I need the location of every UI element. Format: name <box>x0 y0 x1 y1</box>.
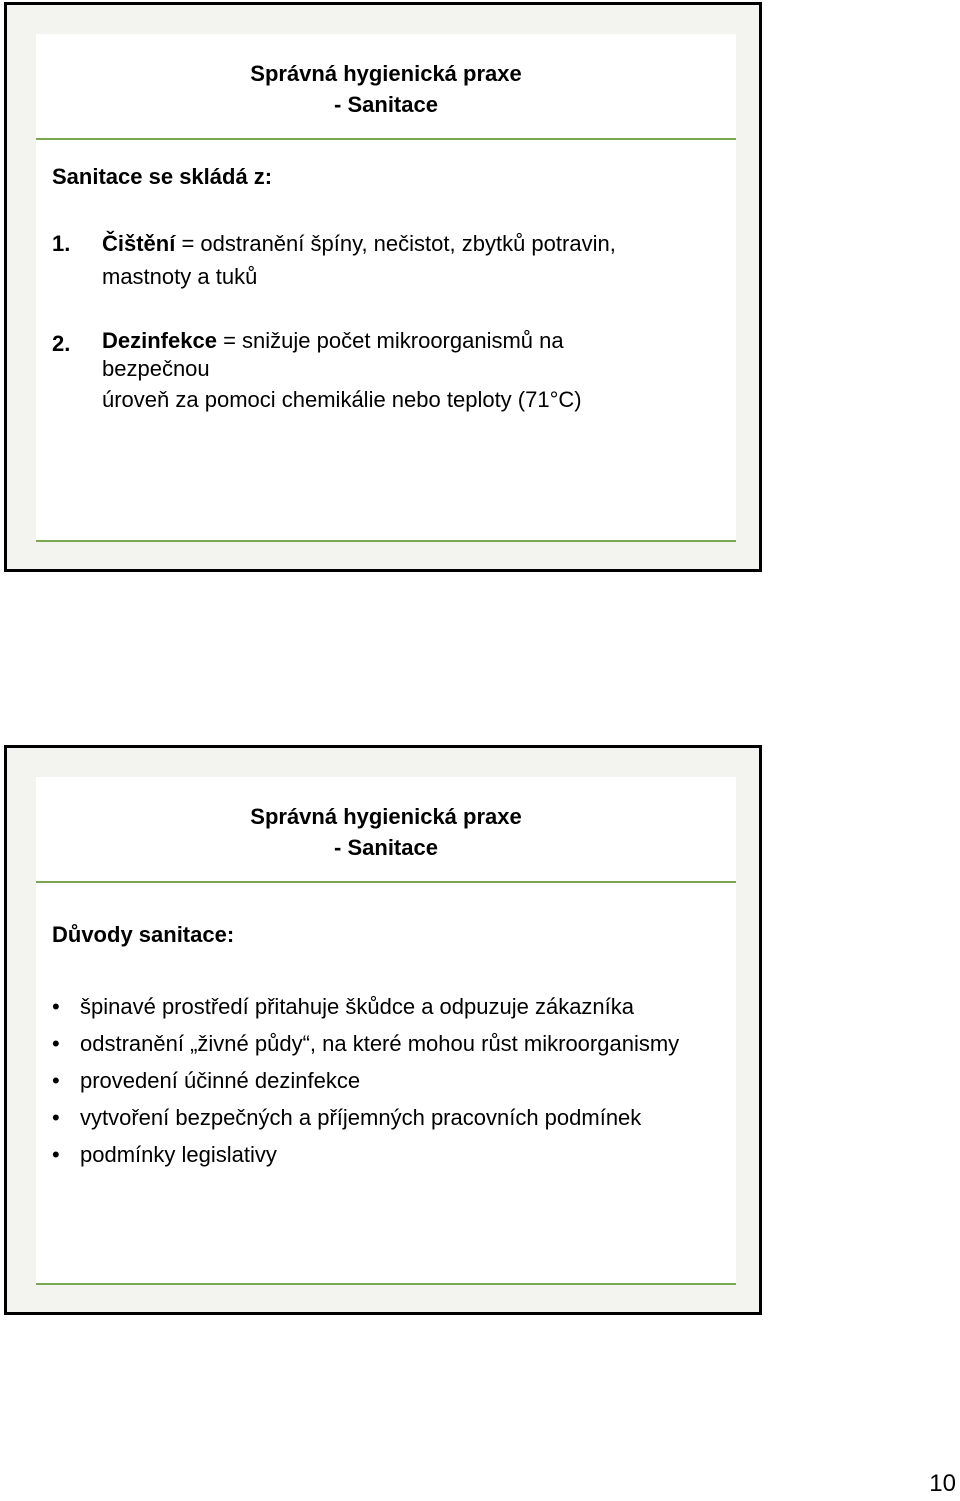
item-text-line-2: mastnoty a tuků <box>102 264 258 289</box>
list-item <box>52 1028 732 1059</box>
slide-1-title-line-2: - Sanitace <box>334 92 438 117</box>
slide-2-heading: Důvody sanitace: <box>52 922 235 947</box>
item-number: 1. <box>52 231 71 256</box>
item-number: 2. <box>52 331 71 356</box>
slide-1-content <box>36 34 736 542</box>
numbered-item-dezinfekce <box>52 327 732 416</box>
item-text-rest: = snižuje počet mikroorganismů na <box>216 328 564 353</box>
slide-1-heading: Sanitace se skládá z: <box>52 164 273 189</box>
slide-2-title <box>36 777 736 883</box>
slide-2-title-line-1: Správná hygienická praxe <box>250 804 522 829</box>
bullet-icon: • <box>52 1105 60 1130</box>
list-item-text: špinavé prostředí přitahuje škůdce a odpuzuje zákazníka <box>80 994 635 1019</box>
slide-2-content <box>36 777 736 1285</box>
item-term: Dezinfekce <box>102 328 217 353</box>
item-text <box>102 327 732 416</box>
bullet-icon: • <box>52 1068 60 1093</box>
item-text <box>102 227 732 293</box>
slide-1-title <box>36 34 736 140</box>
list-item-text: provedení účinné dezinfekce <box>80 1068 361 1093</box>
list-item-text: podmínky legislativy <box>80 1142 277 1167</box>
reasons-bullet-list <box>52 991 732 1176</box>
list-item <box>52 1102 732 1133</box>
slide-2 <box>4 745 762 1315</box>
list-item-text: vytvoření bezpečných a příjemných pracovních podmínek <box>80 1105 642 1130</box>
slide-1-bottom-divider <box>36 540 736 542</box>
bullet-icon: • <box>52 1031 60 1056</box>
item-text-rest: = odstranění špíny, nečistot, zbytků potravin, <box>175 231 616 256</box>
list-item-text: odstranění „živné půdy“, na které mohou růst mikroorganismy <box>80 1031 680 1056</box>
bullet-icon: • <box>52 1142 60 1167</box>
list-item <box>52 1139 732 1170</box>
numbered-item-cisteni <box>52 227 732 293</box>
item-term: Čištění <box>102 231 176 256</box>
item-text-line-2: bezpečnou <box>102 356 210 381</box>
slide-1-title-line-1: Správná hygienická praxe <box>250 61 522 86</box>
slide-2-title-line-2: - Sanitace <box>334 835 438 860</box>
list-item <box>52 1065 732 1096</box>
slide-1 <box>4 2 762 572</box>
bullet-icon: • <box>52 994 60 1019</box>
item-text-line-3: úroveň za pomoci chemikálie nebo teploty (71°C) <box>102 387 582 412</box>
list-item <box>52 991 732 1022</box>
slide-2-bottom-divider <box>36 1283 736 1285</box>
page-number: 10 <box>929 1470 956 1497</box>
